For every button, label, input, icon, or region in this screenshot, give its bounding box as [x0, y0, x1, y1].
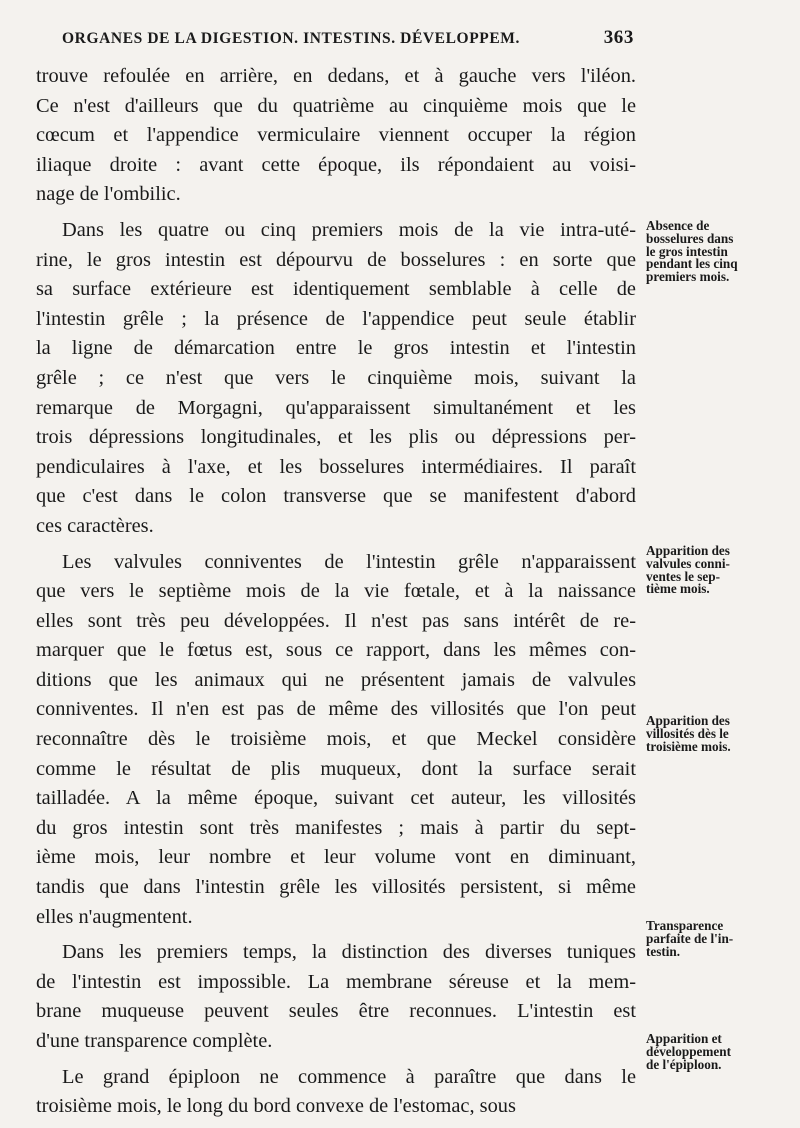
margin-note-bosselures: Absence de bosselures dans le gros intestin pendant les cinq premiers mois.: [646, 218, 738, 285]
paragraph-valvules: [36, 548, 636, 933]
margin-note-transparence: Transparence parfaite de l'in- testin.: [646, 918, 734, 959]
text-line: trouve refoulée en arrière, en dedans, et à gauche vers l'iléon.: [36, 65, 636, 87]
text-line: trois dépressions longitudinales, et les plis ou dépressions per-: [36, 426, 636, 449]
margin-note-epiploon: Apparition et développement de l'épiploon.: [646, 1031, 731, 1072]
text-line: pendiculaires à l'axe, et les bosselures intermédiaires. Il paraît: [36, 455, 636, 478]
text-line: la ligne de démarcation entre le gros intestin et l'intestin: [36, 337, 636, 360]
text-line: cœcum et l'appendice vermiculaire viennent occuper la région: [36, 124, 636, 147]
main-text-column: [36, 62, 636, 1128]
text-line: nage de l'ombilic.: [36, 183, 181, 206]
text-line: ditions que les animaux qui ne présentent jamais de valvules: [36, 668, 636, 691]
paragraph-cecum: [36, 62, 636, 210]
text-line: rine, le gros intestin est dépourvu de bosselures : en sorte que: [36, 248, 636, 271]
paragraph-epiploon: [36, 1063, 636, 1122]
text-line: marquer que le fœtus est, sous ce rapport, dans les mêmes con-: [36, 639, 636, 662]
text-line: ième mois, leur nombre et leur volume vont en diminuant,: [36, 846, 636, 869]
text-line: elles sont très peu développées. Il n'est pas sans intérêt de re-: [36, 609, 636, 632]
paragraph-transparence: [36, 938, 636, 1056]
running-head: ORGANES DE LA DIGESTION. INTESTINS. DÉVELOPPEM.: [62, 30, 520, 47]
text-line: l'intestin grêle ; la présence de l'appendice peut seule établir: [36, 307, 636, 330]
text-line: troisième mois, le long du bord convexe de l'estomac, sous: [36, 1095, 516, 1118]
text-line: Ce n'est d'ailleurs que du quatrième au cinquième mois que le: [36, 94, 636, 117]
text-line: reconnaître dès le troisième mois, et que Meckel considère: [36, 728, 636, 751]
page-number: 363: [603, 27, 634, 48]
text-line: du gros intestin sont très manifestes ; mais à partir du sept-: [36, 816, 636, 839]
text-line: tailladée. A la même époque, suivant cet auteur, les villosités: [36, 787, 636, 810]
text-line: d'une transparence complète.: [36, 1030, 273, 1052]
margin-note-valvules: Apparition des valvules conni- ventes le sep- tième mois.: [646, 543, 730, 597]
text-line: Dans les quatre ou cinq premiers mois de la vie intra-uté-: [62, 218, 636, 241]
text-line: iliaque droite : avant cette époque, ils répondaient au voisi-: [36, 153, 636, 176]
text-line: sa surface extérieure est identiquement semblable à celle de: [36, 278, 636, 301]
text-line: comme le résultat de plis muqueux, dont la surface serait: [36, 757, 636, 780]
text-line: conniventes. Il n'en est pas de même des villosités que l'on peut: [36, 698, 636, 721]
text-line: remarque de Morgagni, qu'apparaissent simultanément et les: [36, 396, 636, 419]
text-line: que vers le septième mois de la vie fœtale, et à la naissance: [36, 580, 636, 603]
text-line: Dans les premiers temps, la distinction des diverses tuniques: [62, 941, 636, 964]
text-line: Le grand épiploon ne commence à paraître que dans le: [62, 1065, 636, 1088]
text-line: de l'intestin est impossible. La membrane séreuse et la mem-: [36, 970, 636, 993]
text-line: elles n'augmentent.: [36, 905, 193, 928]
text-line: tandis que dans l'intestin grêle les villosités persistent, si même: [36, 876, 636, 899]
text-line: brane muqueuse peuvent seules être reconnues. L'intestin est: [36, 1000, 636, 1023]
paragraph-bosselures: [36, 216, 636, 542]
text-line: Les valvules conniventes de l'intestin grêle n'apparaissent: [62, 550, 636, 573]
text-line: ces caractères.: [36, 514, 154, 537]
margin-note-villosites: Apparition des villosités dès le troisième mois.: [646, 713, 731, 754]
text-line: que c'est dans le colon transverse que se manifestent d'abord: [36, 485, 636, 508]
text-line: grêle ; ce n'est que vers le cinquième mois, suivant la: [36, 366, 636, 389]
